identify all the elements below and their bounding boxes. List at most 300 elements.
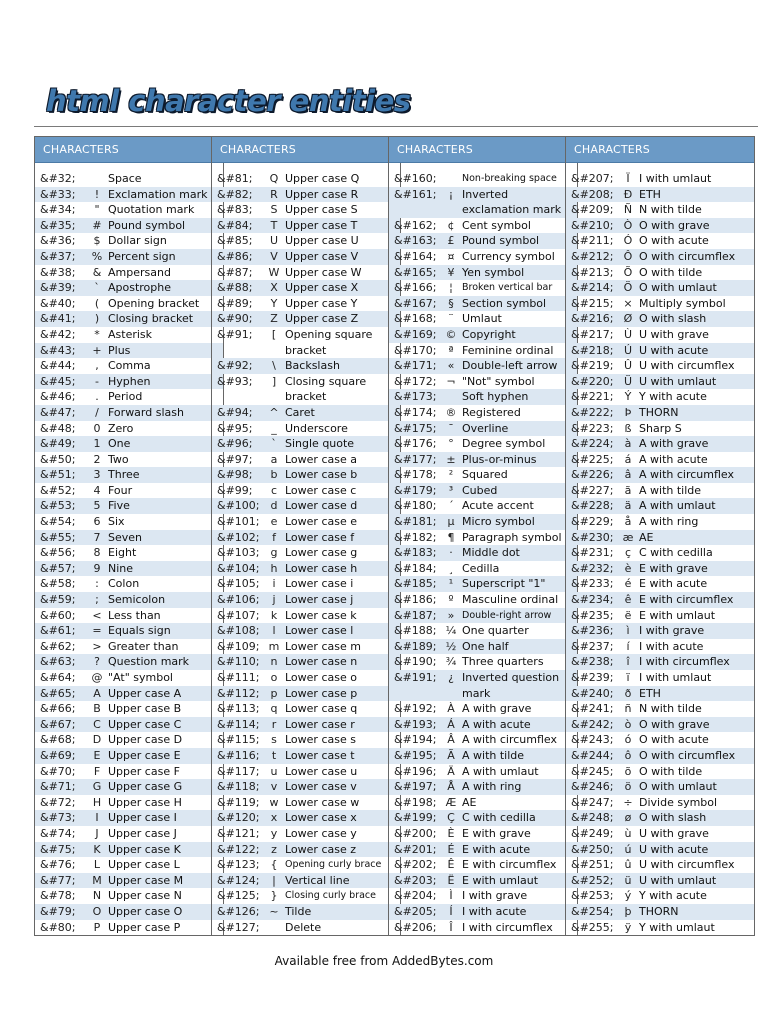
entity-code: &#172; bbox=[394, 374, 437, 388]
entity-description: N with tilde bbox=[639, 702, 702, 716]
entity-description: Inverted question mark bbox=[462, 671, 560, 700]
entity-code: &#65; bbox=[40, 686, 76, 700]
column-header: CHARACTERS bbox=[212, 137, 400, 163]
entity-row bbox=[389, 218, 577, 234]
entity-description: Tilde bbox=[285, 904, 312, 918]
entity-description: Registered bbox=[462, 405, 521, 419]
entity-description: Lower case h bbox=[285, 561, 358, 575]
entity-row bbox=[212, 888, 400, 904]
entity-row bbox=[389, 374, 577, 390]
entity-code: &#53; bbox=[40, 499, 76, 513]
entity-code: &#72; bbox=[40, 795, 76, 809]
entity-row bbox=[566, 436, 754, 452]
entity-row bbox=[212, 374, 400, 405]
entity-code: &#40; bbox=[40, 296, 76, 310]
entity-code: &#245; bbox=[571, 764, 614, 778]
entity-description: I with acute bbox=[462, 904, 527, 918]
entity-row bbox=[566, 202, 754, 218]
entity-code: &#124; bbox=[217, 873, 260, 887]
entity-glyph: \ bbox=[272, 359, 276, 373]
entity-row bbox=[35, 530, 223, 546]
entity-code: &#242; bbox=[571, 717, 614, 731]
entity-code: &#215; bbox=[571, 296, 614, 310]
entity-row bbox=[566, 764, 754, 780]
entity-glyph: ¼ bbox=[445, 624, 457, 638]
entity-glyph: x bbox=[270, 811, 278, 825]
entity-code: &#120; bbox=[217, 811, 260, 825]
entity-row bbox=[566, 670, 754, 686]
entity-glyph: 1 bbox=[93, 437, 101, 451]
entity-description: Upper case E bbox=[108, 748, 181, 762]
entity-code: &#93; bbox=[217, 374, 253, 388]
entity-code: &#68; bbox=[40, 733, 76, 747]
entity-description: A with acute bbox=[462, 717, 531, 731]
entity-row bbox=[566, 654, 754, 670]
entity-row bbox=[35, 311, 223, 327]
entity-description: Asterisk bbox=[108, 327, 153, 341]
entity-description: Two bbox=[108, 452, 129, 466]
entity-column bbox=[388, 136, 578, 936]
entity-code: &#82; bbox=[217, 187, 253, 201]
entity-code: &#85; bbox=[217, 234, 253, 248]
entity-row bbox=[389, 498, 577, 514]
entity-description: Upper case K bbox=[108, 842, 181, 856]
entity-description: Single quote bbox=[285, 437, 355, 451]
entity-code: &#92; bbox=[217, 359, 253, 373]
entity-row bbox=[212, 764, 400, 780]
entity-description: Three bbox=[108, 468, 140, 482]
entity-description: Upper case B bbox=[108, 702, 182, 716]
entity-row bbox=[35, 202, 223, 218]
entity-glyph: Ï bbox=[626, 172, 630, 185]
entity-code: &#52; bbox=[40, 483, 76, 497]
entity-glyph: ò bbox=[624, 717, 632, 731]
entity-glyph: ý bbox=[624, 889, 632, 903]
entity-code: &#223; bbox=[571, 421, 614, 435]
entity-row bbox=[389, 810, 577, 826]
entity-description: Lower case j bbox=[285, 593, 354, 607]
entity-code: &#59; bbox=[40, 593, 76, 607]
entity-row bbox=[212, 779, 400, 795]
entity-code: &#122; bbox=[217, 842, 260, 856]
entity-glyph: ° bbox=[448, 437, 454, 451]
entity-row bbox=[566, 857, 754, 873]
entity-description: U with circumflex bbox=[639, 359, 735, 373]
entity-code: &#230; bbox=[571, 530, 614, 544]
entity-row bbox=[212, 514, 400, 530]
entity-description: Underscore bbox=[285, 421, 348, 435]
entity-glyph: ~ bbox=[269, 904, 279, 918]
entity-description: Lower case c bbox=[285, 483, 357, 497]
entity-code: &#192; bbox=[394, 702, 437, 716]
entity-code: &#241; bbox=[571, 702, 614, 716]
entity-code: &#160; bbox=[394, 172, 437, 185]
entity-glyph: n bbox=[270, 655, 278, 669]
entity-code: &#233; bbox=[571, 577, 614, 591]
entity-description: O with tilde bbox=[639, 265, 703, 279]
entity-row bbox=[35, 608, 223, 624]
entity-description: Superscript "1" bbox=[462, 577, 546, 591]
entity-description: Upper case J bbox=[108, 826, 177, 840]
entity-description: Upper case O bbox=[108, 904, 183, 918]
entity-code: &#208; bbox=[571, 187, 614, 201]
entity-code: &#206; bbox=[394, 920, 437, 934]
entity-glyph: æ bbox=[622, 530, 634, 544]
entity-description: Non-breaking space bbox=[462, 173, 557, 184]
entity-glyph: : bbox=[95, 577, 99, 591]
entity-row bbox=[566, 171, 754, 187]
entity-glyph: Ê bbox=[447, 858, 455, 872]
entity-code: &#45; bbox=[40, 374, 76, 388]
entity-code: &#99; bbox=[217, 483, 253, 497]
entity-description: Overline bbox=[462, 421, 509, 435]
entity-code: &#236; bbox=[571, 624, 614, 638]
entity-code: &#79; bbox=[40, 904, 76, 918]
entity-row bbox=[389, 327, 577, 343]
entity-glyph: ¸ bbox=[448, 561, 454, 575]
column-header: CHARACTERS bbox=[566, 137, 754, 163]
entity-code: &#66; bbox=[40, 702, 76, 716]
entity-description: Pound symbol bbox=[108, 218, 186, 232]
entity-row bbox=[212, 467, 400, 483]
entity-row bbox=[212, 171, 400, 187]
entity-row bbox=[566, 265, 754, 281]
entity-description: Apostrophe bbox=[108, 281, 172, 295]
entity-code: &#207; bbox=[571, 172, 614, 185]
entity-glyph: á bbox=[624, 452, 632, 466]
entity-glyph: { bbox=[270, 858, 278, 872]
entity-code: &#41; bbox=[40, 312, 76, 326]
entity-glyph: å bbox=[624, 515, 632, 529]
entity-row bbox=[566, 358, 754, 374]
entity-code: &#108; bbox=[217, 624, 260, 638]
entity-description: U with acute bbox=[639, 343, 709, 357]
entity-description: Section symbol bbox=[462, 296, 547, 310]
entity-code: &#200; bbox=[394, 826, 437, 840]
entity-row bbox=[389, 795, 577, 811]
entity-glyph: E bbox=[93, 748, 101, 762]
entity-description: Upper case U bbox=[285, 234, 359, 248]
entity-row bbox=[566, 826, 754, 842]
entity-row bbox=[35, 561, 223, 577]
entity-description: Lower case z bbox=[285, 842, 357, 856]
entity-row bbox=[389, 358, 577, 374]
entity-row bbox=[389, 561, 577, 577]
entity-glyph: Ñ bbox=[623, 203, 633, 217]
entity-description: O with acute bbox=[639, 733, 709, 747]
entity-code: &#78; bbox=[40, 889, 76, 903]
entity-row bbox=[212, 670, 400, 686]
entity-glyph: à bbox=[624, 437, 632, 451]
entity-description: Upper case M bbox=[108, 873, 184, 887]
entity-description: Question mark bbox=[108, 655, 190, 669]
entity-description: U with circumflex bbox=[639, 858, 735, 872]
entity-row bbox=[35, 452, 223, 468]
entity-description: A with tilde bbox=[462, 748, 525, 762]
entity-description: I with umlaut bbox=[639, 172, 712, 185]
entity-glyph: . bbox=[95, 390, 99, 404]
entity-row bbox=[389, 920, 577, 936]
entity-row bbox=[212, 748, 400, 764]
entity-description: Lower case o bbox=[285, 671, 357, 684]
entity-glyph: d bbox=[270, 499, 278, 513]
entity-description: Double-right arrow bbox=[462, 609, 552, 621]
entity-glyph: Â bbox=[447, 733, 455, 747]
entity-row bbox=[35, 779, 223, 795]
entity-code: &#229; bbox=[571, 515, 614, 529]
entity-glyph: M bbox=[92, 873, 102, 887]
entity-glyph: Î bbox=[449, 920, 453, 934]
entity-glyph: W bbox=[268, 265, 280, 279]
entity-glyph: í bbox=[626, 639, 630, 653]
entity-code: &#201; bbox=[394, 842, 437, 856]
entity-row bbox=[389, 888, 577, 904]
entity-glyph: F bbox=[93, 764, 101, 778]
entity-row bbox=[212, 561, 400, 577]
entity-code: &#49; bbox=[40, 437, 76, 451]
entity-glyph: > bbox=[92, 639, 102, 653]
entity-description: I with circumflex bbox=[462, 920, 553, 934]
entity-description: Upper case A bbox=[108, 686, 182, 700]
entity-description: O with slash bbox=[639, 312, 707, 326]
entity-list bbox=[212, 163, 400, 935]
entity-row bbox=[35, 842, 223, 858]
entity-code: &#56; bbox=[40, 546, 76, 560]
entity-code: &#189; bbox=[394, 639, 437, 653]
entity-row bbox=[389, 779, 577, 795]
entity-row bbox=[35, 826, 223, 842]
entity-description: ETH bbox=[639, 686, 661, 700]
entity-glyph: ± bbox=[446, 452, 456, 466]
entity-description: I with acute bbox=[639, 639, 704, 653]
entity-row bbox=[212, 327, 400, 358]
entity-row bbox=[35, 296, 223, 312]
entity-glyph: º bbox=[448, 593, 454, 607]
entity-row bbox=[389, 249, 577, 265]
entity-description: Eight bbox=[108, 546, 137, 560]
entity-row bbox=[566, 561, 754, 577]
entity-code: &#97; bbox=[217, 452, 253, 466]
entity-glyph: w bbox=[269, 795, 279, 809]
entity-description: A with umlaut bbox=[639, 499, 716, 513]
entity-description: Squared bbox=[462, 468, 508, 482]
entity-code: &#87; bbox=[217, 265, 253, 279]
entity-code: &#54; bbox=[40, 515, 76, 529]
entity-description: O with umlaut bbox=[639, 780, 717, 794]
entity-code: &#227; bbox=[571, 483, 614, 497]
entity-glyph: R bbox=[270, 187, 278, 201]
entity-row bbox=[566, 639, 754, 655]
entity-glyph: Ö bbox=[623, 281, 633, 295]
entity-row bbox=[566, 732, 754, 748]
entity-row bbox=[566, 498, 754, 514]
entity-glyph: t bbox=[271, 748, 277, 762]
entity-code: &#95; bbox=[217, 421, 253, 435]
entity-description: Pound symbol bbox=[462, 234, 540, 248]
entity-row bbox=[212, 732, 400, 748]
entity-row bbox=[566, 405, 754, 421]
entity-description: Masculine ordinal bbox=[462, 593, 559, 607]
entity-glyph: ª bbox=[448, 343, 454, 357]
entity-row bbox=[389, 265, 577, 281]
entity-glyph: ¡ bbox=[448, 187, 454, 201]
entity-row bbox=[212, 545, 400, 561]
entity-glyph: ¿ bbox=[448, 671, 454, 684]
entity-glyph: é bbox=[624, 577, 632, 591]
entity-description: ETH bbox=[639, 187, 661, 201]
entity-code: &#191; bbox=[394, 671, 437, 684]
entity-description: Upper case Y bbox=[285, 296, 358, 310]
entity-description: E with umlaut bbox=[639, 608, 716, 622]
entity-code: &#187; bbox=[394, 608, 437, 622]
entity-glyph: j bbox=[272, 593, 276, 607]
entity-glyph: [ bbox=[271, 327, 277, 341]
entity-glyph: G bbox=[92, 780, 102, 794]
entity-description: Quotation mark bbox=[108, 203, 195, 217]
entity-code: &#228; bbox=[571, 499, 614, 513]
entity-row bbox=[389, 748, 577, 764]
entity-row bbox=[35, 374, 223, 390]
entity-row bbox=[566, 592, 754, 608]
entity-glyph: Ð bbox=[623, 187, 633, 201]
entity-description: Yen symbol bbox=[462, 265, 525, 279]
entity-description: O with circumflex bbox=[639, 249, 736, 263]
entity-code: &#98; bbox=[217, 468, 253, 482]
entity-code: &#71; bbox=[40, 780, 76, 794]
entity-row bbox=[566, 748, 754, 764]
entity-row bbox=[566, 483, 754, 499]
entity-code: &#163; bbox=[394, 234, 437, 248]
entity-code: &#254; bbox=[571, 904, 614, 918]
entity-glyph: c bbox=[270, 483, 278, 497]
entity-code: &#67; bbox=[40, 717, 76, 731]
entity-description: Upper case T bbox=[285, 218, 358, 232]
entity-row bbox=[35, 857, 223, 873]
entity-code: &#166; bbox=[394, 281, 437, 295]
entity-glyph: Ç bbox=[447, 811, 455, 825]
entity-row bbox=[35, 514, 223, 530]
entity-code: &#44; bbox=[40, 359, 76, 373]
entity-code: &#186; bbox=[394, 593, 437, 607]
entity-glyph: H bbox=[92, 795, 102, 809]
entity-row bbox=[212, 483, 400, 499]
entity-code: &#231; bbox=[571, 546, 614, 560]
entity-glyph: g bbox=[270, 546, 278, 560]
entity-description: U with umlaut bbox=[639, 374, 717, 388]
entity-glyph: ÷ bbox=[623, 795, 633, 809]
entity-description: A with circumflex bbox=[462, 733, 557, 747]
entity-description: THORN bbox=[639, 904, 679, 918]
entity-description: Lower case t bbox=[285, 748, 355, 762]
entity-description: Semicolon bbox=[108, 593, 166, 607]
entity-glyph: e bbox=[270, 515, 278, 529]
entity-description: Zero bbox=[108, 421, 134, 435]
entity-code: &#224; bbox=[571, 437, 614, 451]
entity-code: &#121; bbox=[217, 826, 260, 840]
entity-row bbox=[35, 343, 223, 359]
entity-description: U with grave bbox=[639, 826, 709, 840]
entity-glyph: S bbox=[270, 203, 278, 217]
entity-description: Middle dot bbox=[462, 546, 520, 560]
entity-description: AE bbox=[462, 795, 477, 809]
entity-description: Lower case f bbox=[285, 530, 355, 544]
entity-glyph: ù bbox=[624, 826, 632, 840]
entity-glyph: ² bbox=[448, 468, 454, 482]
entity-glyph: ; bbox=[95, 593, 99, 607]
entity-glyph: Y bbox=[270, 296, 278, 310]
entity-glyph: ¶ bbox=[447, 530, 455, 544]
entity-glyph: · bbox=[449, 546, 453, 560]
title-divider bbox=[34, 126, 758, 127]
entity-code: &#216; bbox=[571, 312, 614, 326]
entity-code: &#174; bbox=[394, 405, 437, 419]
entity-description: A with grave bbox=[639, 437, 709, 451]
entity-glyph: 0 bbox=[93, 421, 101, 435]
entity-row bbox=[212, 639, 400, 655]
entity-row bbox=[566, 233, 754, 249]
entity-description: A with ring bbox=[639, 515, 699, 529]
entity-description: Three quarters bbox=[462, 655, 544, 669]
entity-row bbox=[566, 296, 754, 312]
entity-glyph: B bbox=[93, 702, 101, 716]
entity-code: &#94; bbox=[217, 405, 253, 419]
entity-glyph: b bbox=[270, 468, 278, 482]
entity-code: &#248; bbox=[571, 811, 614, 825]
entity-row bbox=[566, 608, 754, 624]
entity-glyph: Ü bbox=[623, 374, 633, 388]
entity-code: &#167; bbox=[394, 296, 437, 310]
entity-glyph: | bbox=[272, 873, 276, 887]
entity-glyph: Æ bbox=[445, 795, 457, 809]
entity-row bbox=[35, 810, 223, 826]
entity-row bbox=[212, 920, 400, 936]
entity-row bbox=[566, 389, 754, 405]
entity-glyph: ß bbox=[624, 421, 632, 435]
entity-description: Space bbox=[108, 172, 142, 185]
entity-row bbox=[389, 343, 577, 359]
entity-glyph: @ bbox=[91, 671, 103, 684]
entity-glyph: ® bbox=[445, 405, 457, 419]
entity-glyph: £ bbox=[447, 234, 455, 248]
entity-description: "At" symbol bbox=[108, 671, 173, 684]
entity-description: Lower case w bbox=[285, 795, 360, 809]
entity-column bbox=[565, 136, 755, 936]
entity-description: U with acute bbox=[639, 842, 709, 856]
entity-row bbox=[389, 405, 577, 421]
entity-glyph: 7 bbox=[93, 530, 101, 544]
entity-glyph: Ò bbox=[623, 218, 633, 232]
entity-description: C with cedilla bbox=[462, 811, 536, 825]
entity-glyph: ½ bbox=[445, 639, 457, 653]
entity-code: &#164; bbox=[394, 249, 437, 263]
entity-description: Divide symbol bbox=[639, 795, 718, 809]
entity-code: &#212; bbox=[571, 249, 614, 263]
entity-code: &#181; bbox=[394, 515, 437, 529]
entity-glyph: i bbox=[272, 577, 276, 591]
entity-description: Closing curly brace bbox=[285, 890, 377, 902]
entity-row bbox=[212, 701, 400, 717]
entity-row bbox=[389, 623, 577, 639]
entity-description: E with grave bbox=[639, 561, 708, 575]
entity-code: &#165; bbox=[394, 265, 437, 279]
entity-glyph: a bbox=[270, 452, 278, 466]
entity-row bbox=[566, 452, 754, 468]
entity-code: &#61; bbox=[40, 624, 76, 638]
entity-description: Upper case X bbox=[285, 281, 359, 295]
entity-code: &#110; bbox=[217, 655, 260, 669]
entity-code: &#221; bbox=[571, 390, 614, 404]
entity-glyph: q bbox=[270, 702, 278, 716]
